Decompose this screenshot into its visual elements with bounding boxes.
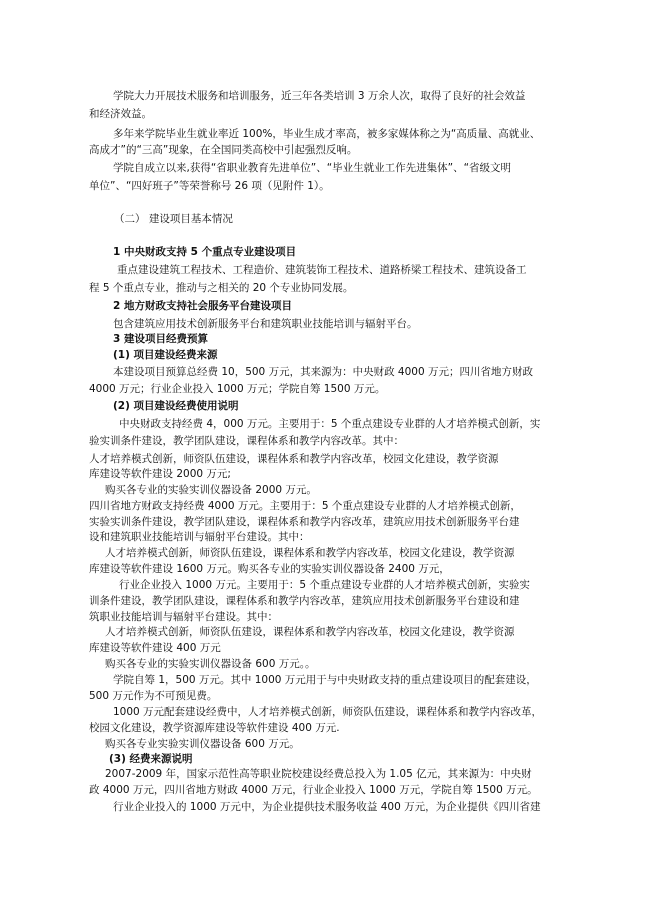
paragraph-line: 高成才”的“三高”现象，在全国同类高校中引起强烈反响。 — [89, 144, 358, 156]
subsubsection-heading: (1) 项目建设经费来源 — [113, 349, 218, 361]
paragraph-line: 4000 万元；行业企业投入 1000 万元；学院自筹 1500 万元。 — [89, 383, 386, 395]
paragraph-line: 库建设等软件建设 2000 万元; — [89, 468, 231, 480]
paragraph-line: 人才培养模式创新，师资队伍建设，课程体系和教学内容改革，校园文化建设，教学资源 — [89, 453, 499, 465]
paragraph-line: 本建设项目预算总经费 10，500 万元，其来源为：中央财政 4000 万元；四川省地方财政 — [113, 366, 533, 378]
paragraph-line: 训条件建设，教学团队建设，课程体系和教学内容改革，建筑应用技术创新服务平台建设和建 — [89, 595, 520, 607]
paragraph-line: 人才培养模式创新，师资队伍建设，课程体系和教学内容改革，校园文化建设，教学资源 — [105, 626, 515, 638]
subsection-heading: 2 地方财政支持社会服务平台建设项目 — [113, 300, 292, 312]
paragraph-line: 实验实训条件建设，教学团队建设，课程体系和教学内容改革，建筑应用技术创新服务平台建 — [89, 516, 520, 528]
paragraph-line: 和经济效益。 — [89, 108, 152, 120]
paragraph-line: 四川省地方财政支持经费 4000 万元。主要用于：5 个重点建设专业群的人才培养模式创新， — [89, 500, 521, 512]
paragraph-line: 重点建设建筑工程技术、工程造价、建筑装饰工程技术、道路桥梁工程技术、建筑设备工 — [117, 264, 527, 276]
paragraph-line: 校园文化建设，教学资源库建设等软件建设 400 万元. — [89, 722, 340, 734]
paragraph-line: 行业企业投入 1000 万元。主要用于：5 个重点建设专业群的人才培养模式创新，实验实 — [119, 579, 530, 591]
paragraph-line: 2007-2009 年，国家示范性高等职业院校建设经费总投入为 1.05 亿元，其来源为：中央财 — [105, 768, 532, 780]
paragraph-line: 筑职业技能培训与辐射平台建设。其中： — [89, 611, 278, 623]
paragraph-line: 设和建筑职业技能培训与辐射平台建设。其中： — [89, 531, 310, 543]
paragraph-line: 1000 万元配套建设经费中，人才培养模式创新，师资队伍建设，课程体系和教学内容改革， — [113, 706, 543, 718]
subsubsection-heading: (3) 经费来源说明 — [109, 753, 193, 765]
paragraph-line: 购买各专业的实验实训仪器设备 2000 万元。 — [105, 484, 317, 496]
paragraph-line: 购买各专业实验实训仪器设备 600 万元。 — [105, 738, 300, 750]
paragraph-line: 行业企业投入的 1000 万元中，为企业提供技术服务收益 400 万元，为企业提供《四川省建 — [113, 801, 541, 813]
paragraph-line: 验实训条件建设，教学团队建设，课程体系和教学内容改革。其中： — [89, 435, 404, 447]
paragraph-line: 单位”、“四好班子”等荣誉称号 26 项（见附件 1）。 — [89, 180, 330, 192]
paragraph-line: 人才培养模式创新，师资队伍建设，课程体系和教学内容改革，校园文化建设，教学资源 — [105, 547, 515, 559]
paragraph-line: 学院自筹 1，500 万元。其中 1000 万元用于与中央财政支持的重点建设项目的配套建设， — [113, 674, 537, 686]
paragraph-line: 政 4000 万元，四川省地方财政 4000 万元，行业企业投入 1000 万元，学院自筹 1500 万元。 — [89, 784, 538, 796]
subsection-heading: 3 建设项目经费预算 — [113, 333, 208, 345]
paragraph-line: 库建设等软件建设 1600 万元。购买各专业的实验实训仪器设备 2400 万元， — [89, 563, 450, 575]
paragraph-line: 程 5 个重点专业，推动与之相关的 20 个专业协同发展。 — [89, 282, 354, 294]
paragraph-line: 学院自成立以来,获得“省职业教育先进单位”、“毕业生就业工作先进集体”、“省级文明 — [113, 162, 512, 174]
paragraph-line: 500 万元作为不可预见费。 — [89, 690, 218, 702]
paragraph-line: 中央财政支持经费 4，000 万元。主要用于：5 个重点建设专业群的人才培养模式创新，实 — [119, 418, 541, 430]
subsubsection-heading: (2) 项目建设经费使用说明 — [113, 400, 239, 412]
paragraph-line: 多年来学院毕业生就业率近 100%，毕业生成才率高，被多家媒体称之为“高质量、高就业、 — [113, 128, 541, 140]
paragraph-line: 购买各专业的实验实训仪器设备 600 万元。。 — [105, 658, 316, 670]
section-heading: （二） 建设项目基本情况 — [114, 213, 233, 225]
paragraph-line: 学院大力开展技术服务和培训服务，近三年各类培训 3 万余人次，取得了良好的社会效益 — [113, 90, 526, 102]
subsection-heading: 1 中央财政支持 5 个重点专业建设项目 — [113, 246, 297, 258]
paragraph-line: 包含建筑应用技术创新服务平台和建筑职业技能培训与辐射平台。 — [113, 318, 418, 330]
paragraph-line: 库建设等软件建设 400 万元 — [89, 642, 221, 654]
